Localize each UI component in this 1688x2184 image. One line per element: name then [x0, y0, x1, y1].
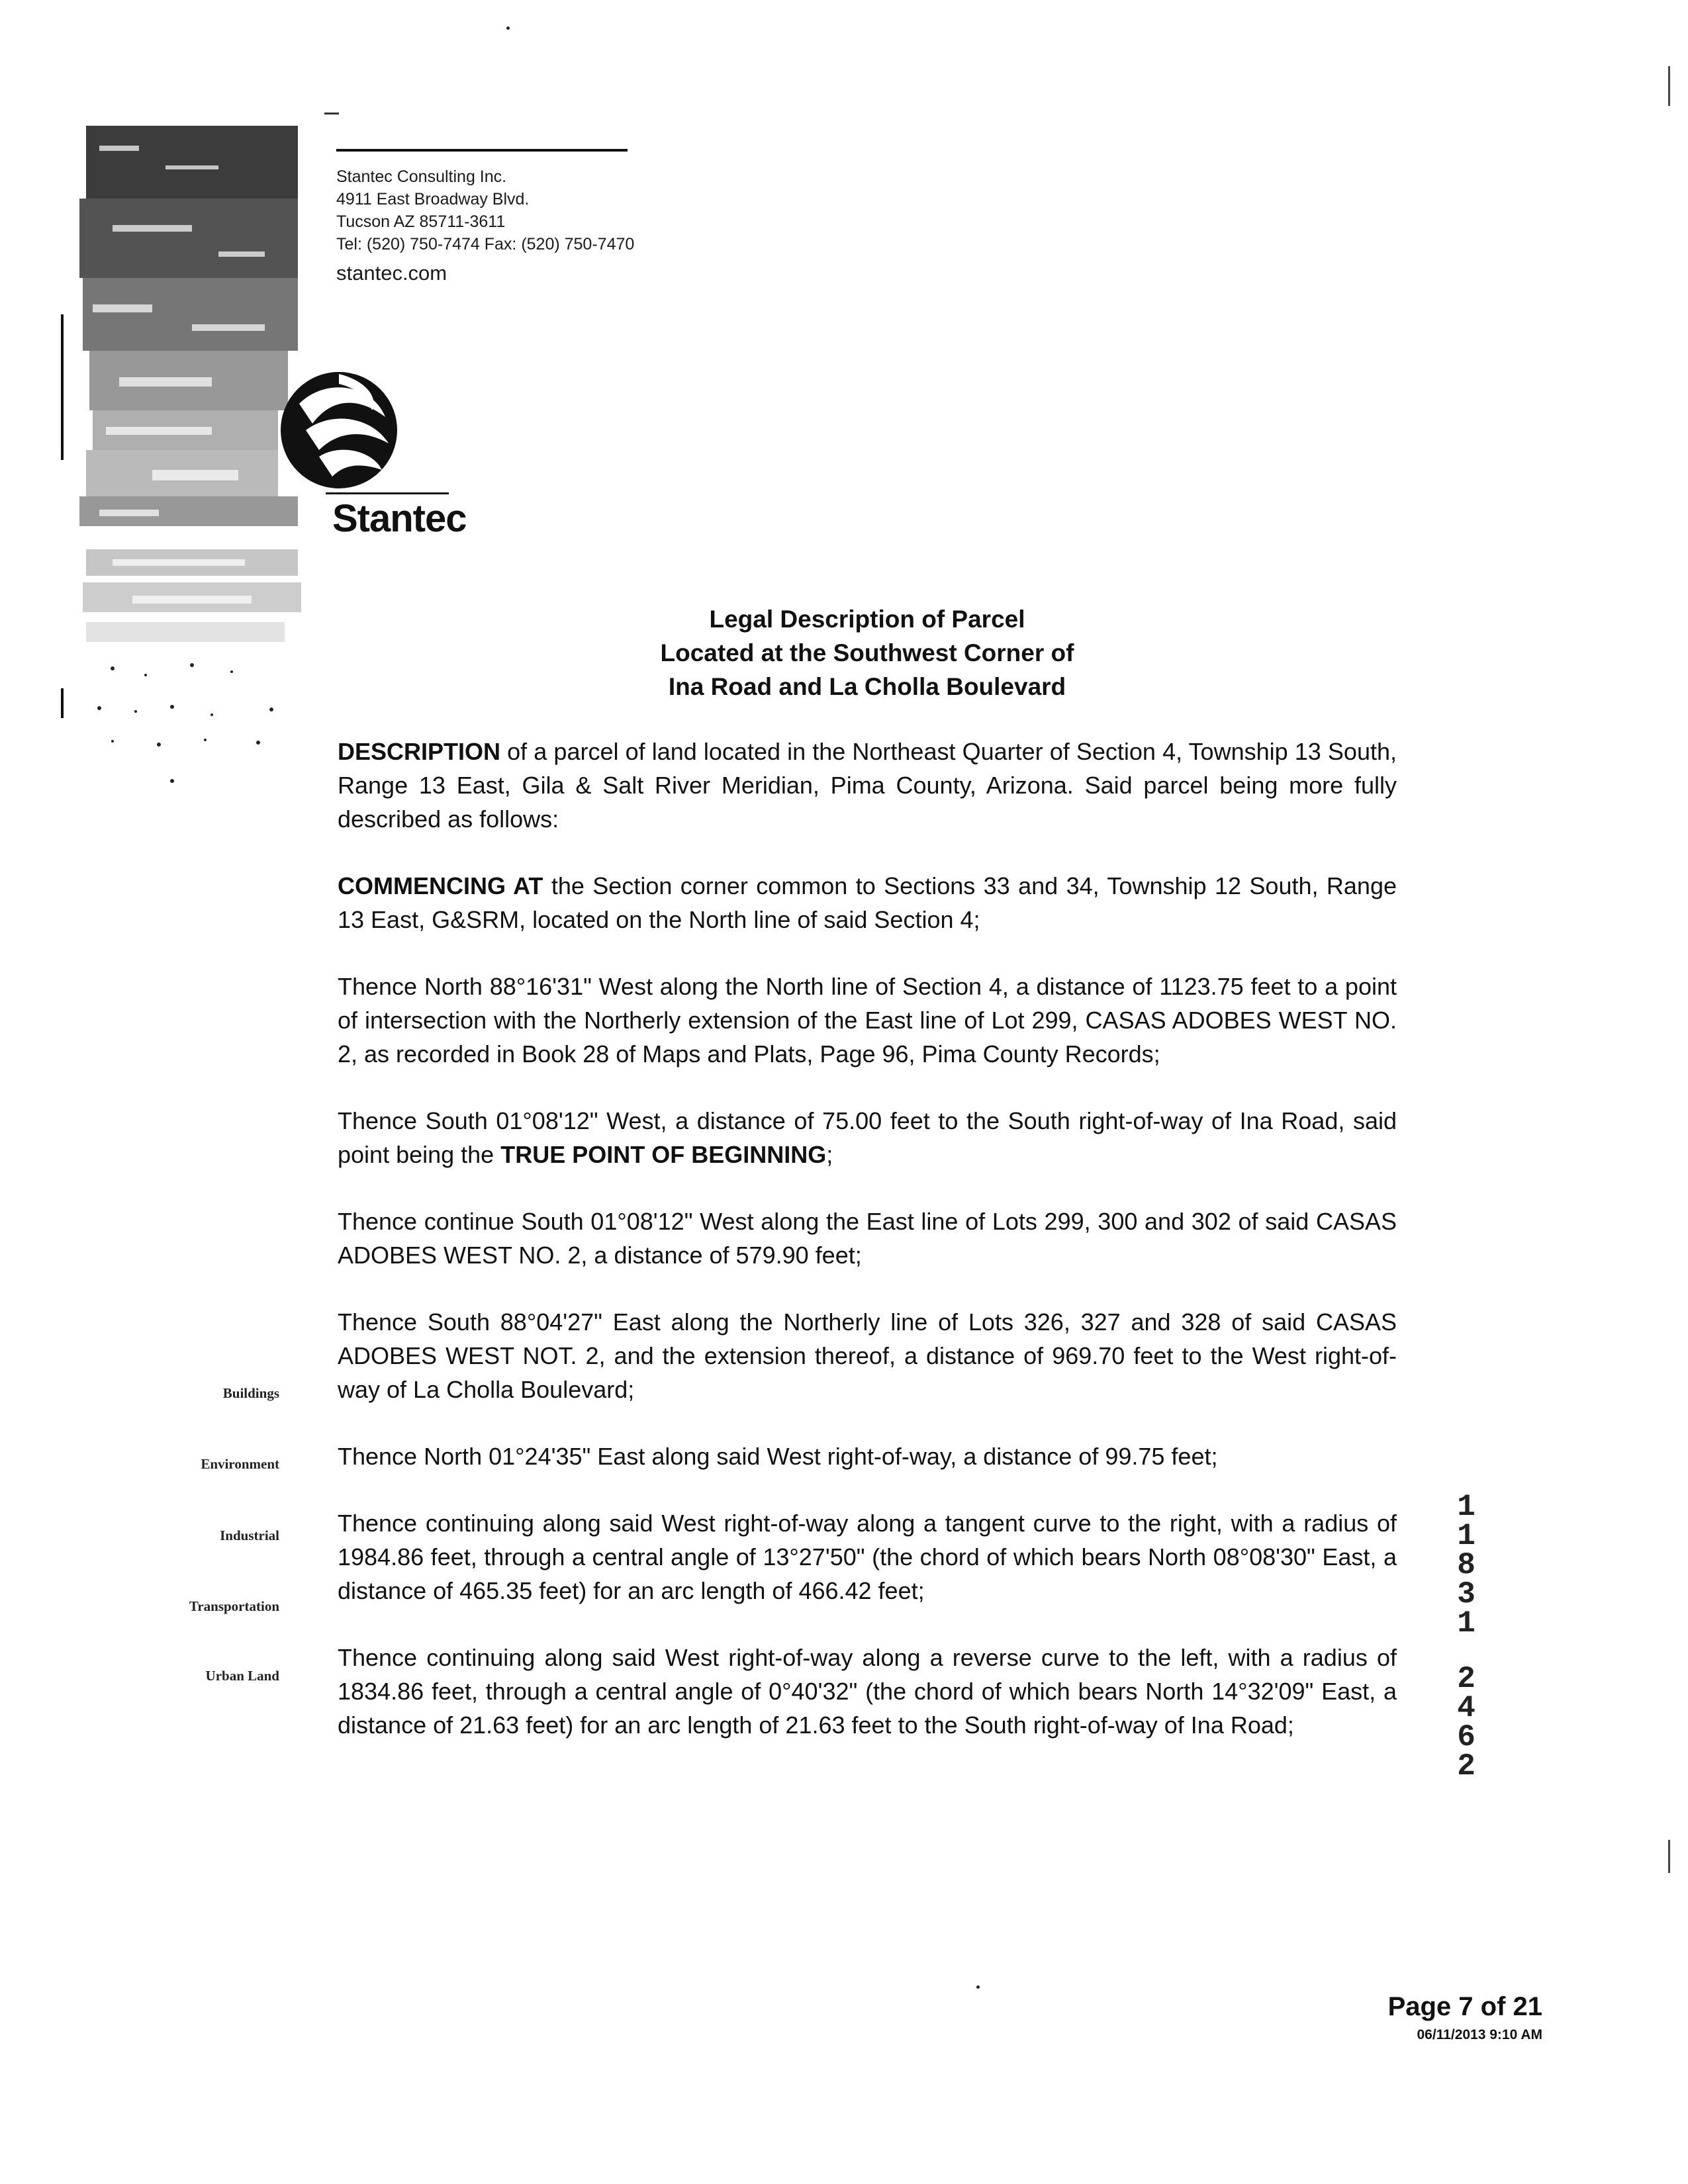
- paragraph-course-2: [338, 1104, 1397, 1171]
- scan-noise: [73, 126, 305, 814]
- paragraph-commencing: [338, 869, 1397, 936]
- company-phone-fax: Tel: (520) 750-7474 Fax: (520) 750-7470: [336, 235, 635, 253]
- paragraph-description: [338, 735, 1397, 836]
- company-address: [336, 165, 634, 285]
- description-lead: DESCRIPTION: [338, 738, 501, 765]
- document-title: [503, 602, 1231, 704]
- paragraph-course-5: Thence North 01°24'35" East along said West right-of-way, a distance of 99.75 feet;: [338, 1443, 1218, 1470]
- paragraph-course-6: Thence continuing along said West right-of-way along a tangent curve to the right, with a radius of 1984.86 feet, through a central angle of 13°27'50" (the chord of which bears North 08°08'30" East, a distance of 465.35 feet) for an arc length of 466.42 feet;: [338, 1510, 1397, 1604]
- recording-digit: 1: [1457, 1490, 1476, 1524]
- scan-edge-mark: [61, 314, 64, 460]
- recording-digit: 2: [1457, 1749, 1476, 1784]
- title-line-3: Ina Road and La Cholla Boulevard: [668, 673, 1066, 700]
- scan-edge-mark: [1668, 66, 1670, 106]
- legal-description-body: [338, 735, 1397, 1775]
- title-line-2: Located at the Southwest Corner of: [660, 639, 1074, 666]
- paragraph-course-4: Thence South 88°04'27" East along the Northerly line of Lots 326, 327 and 328 of said CASAS ADOBES WEST NOT. 2, and the extension thereof, a distance of 969.70 feet to the West right-of-way of La Cholla Boulevard;: [338, 1308, 1397, 1403]
- company-street: 4911 East Broadway Blvd.: [336, 190, 530, 208]
- scan-dot: [976, 1985, 980, 1989]
- course-2-text: Thence South 01°08'12" West, a distance of 75.00 feet to the South right-of-way of Ina Road, said point being the: [338, 1107, 1397, 1168]
- recording-digit: 1: [1457, 1519, 1476, 1553]
- print-timestamp: 06/11/2013 9:10 AM: [1417, 2027, 1542, 2042]
- stantec-logo-icon: [273, 364, 405, 496]
- commencing-lead: COMMENCING AT: [338, 872, 543, 899]
- company-name: Stantec Consulting Inc.: [336, 167, 507, 186]
- scan-edge-mark: [1668, 1840, 1670, 1873]
- page-number: Page 7 of 21: [1387, 1992, 1542, 2021]
- paragraph-course-7: Thence continuing along said West right-of-way along a reverse curve to the left, with a radius of 1834.86 feet, through a central angle of 0°40'32" (the chord of which bears North 14°32'09" East, a distance of 21.63 feet) for an arc length of 21.63 feet to the South right-of-way of Ina Road;: [338, 1644, 1397, 1739]
- paragraph-course-3: Thence continue South 01°08'12" West along the East line of Lots 299, 300 and 302 of said CASAS ADOBES WEST NO. 2, a distance of 579.90 feet;: [338, 1208, 1397, 1269]
- header-tick: [324, 113, 339, 114]
- recording-digit: 3: [1457, 1577, 1476, 1612]
- sidebar-buildings: Buildings: [222, 1385, 279, 1401]
- company-city: Tucson AZ 85711-3611: [336, 212, 506, 231]
- recording-digit: 8: [1457, 1548, 1476, 1582]
- course-2-end: ;: [826, 1141, 833, 1168]
- scan-edge-mark: [61, 688, 64, 718]
- logo-rule: [326, 492, 449, 494]
- title-line-1: Legal Description of Parcel: [709, 606, 1025, 633]
- scan-dot: [506, 26, 510, 30]
- sidebar-environment: Environment: [201, 1456, 279, 1472]
- recording-digit: 2: [1457, 1662, 1476, 1696]
- logo-wordmark: Stantec: [332, 497, 467, 540]
- recording-number: [1450, 1490, 1483, 1784]
- sidebar-urban-land: Urban Land: [205, 1668, 279, 1684]
- sidebar-industrial: Industrial: [220, 1527, 279, 1543]
- recording-digit: 6: [1457, 1720, 1476, 1754]
- true-point-of-beginning: TRUE POINT OF BEGINNING: [500, 1141, 827, 1168]
- description-text: of a parcel of land located in the Northeast Quarter of Section 4, Township 13 South, Range 13 East, Gila & Salt River Meridian, Pima County, Arizona. Said parcel being more fully described as follows:: [338, 738, 1397, 833]
- company-website: stantec.com: [336, 261, 447, 285]
- header-rule: [336, 149, 628, 152]
- sidebar-transportation: Transportation: [189, 1598, 279, 1614]
- commencing-text: the Section corner common to Sections 33 and 34, Township 12 South, Range 13 East, G&SRM, located on the North line of said Section 4;: [338, 872, 1397, 933]
- paragraph-course-1: Thence North 88°16'31" West along the North line of Section 4, a distance of 1123.75 feet to a point of intersection with the Northerly extension of the East line of Lot 299, CASAS ADOBES WEST NO. 2, as recorded in Book 28 of Maps and Plats, Page 96, Pima County Records;: [338, 973, 1397, 1068]
- recording-digit: 4: [1457, 1691, 1476, 1725]
- recording-digit: 1: [1457, 1606, 1476, 1641]
